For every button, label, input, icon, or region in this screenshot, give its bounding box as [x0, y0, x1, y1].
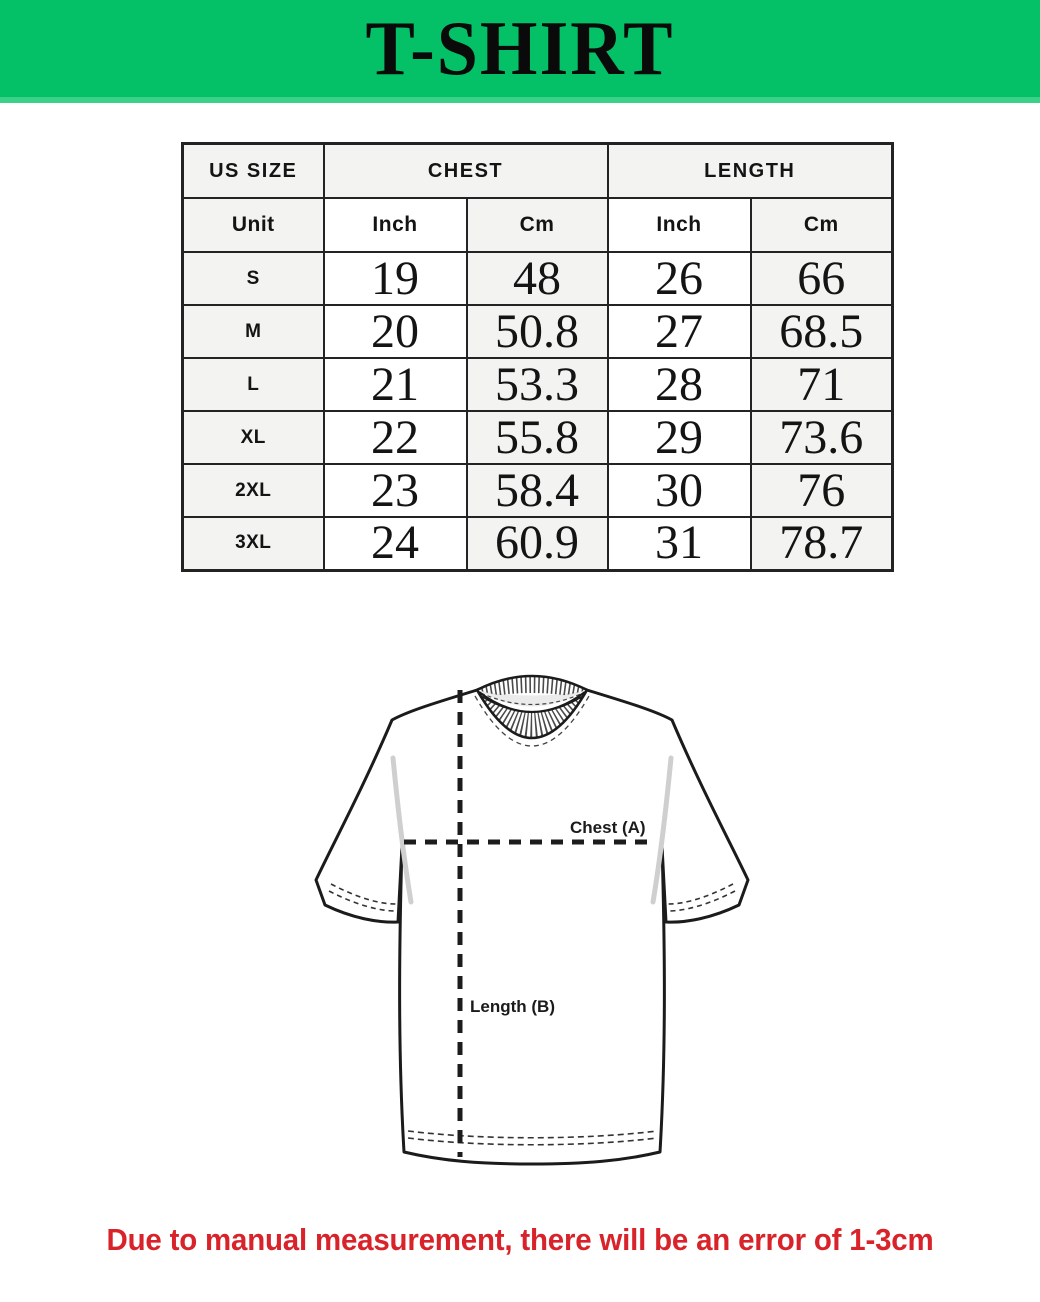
header-length: LENGTH	[608, 144, 893, 199]
header-us-size: US SIZE	[183, 144, 324, 199]
value-cell: 55.8	[467, 411, 608, 464]
value-cell: 58.4	[467, 464, 608, 517]
page-title: T-SHIRT	[365, 5, 675, 92]
header-chest-inch: Inch	[324, 198, 467, 252]
value-cell: 71	[751, 358, 893, 411]
header-unit: Unit	[183, 198, 324, 252]
value-cell: 27	[608, 305, 751, 358]
value-cell: 78.7	[751, 517, 893, 570]
title-banner	[0, 0, 1040, 103]
size-cell: L	[183, 358, 324, 411]
value-cell: 26	[608, 252, 751, 305]
size-cell: 2XL	[183, 464, 324, 517]
chest-label: Chest (A)	[570, 818, 646, 837]
table-row	[183, 517, 893, 570]
tshirt-diagram	[280, 650, 760, 1180]
size-cell: 3XL	[183, 517, 324, 570]
table-unit-header-row	[183, 198, 893, 252]
size-cell: M	[183, 305, 324, 358]
value-cell: 60.9	[467, 517, 608, 570]
value-cell: 22	[324, 411, 467, 464]
table-group-header-row	[183, 144, 893, 199]
value-cell: 68.5	[751, 305, 893, 358]
length-label: Length (B)	[470, 997, 555, 1016]
header-chest-cm: Cm	[467, 198, 608, 252]
measurement-disclaimer: Due to manual measurement, there will be an error of 1-3cm	[106, 1222, 934, 1257]
table-row	[183, 305, 893, 358]
size-cell: S	[183, 252, 324, 305]
value-cell: 28	[608, 358, 751, 411]
table-row	[183, 464, 893, 517]
size-table-container	[181, 142, 894, 572]
value-cell: 23	[324, 464, 467, 517]
tshirt-body-outline	[316, 678, 748, 1164]
value-cell: 19	[324, 252, 467, 305]
value-cell: 20	[324, 305, 467, 358]
table-row	[183, 252, 893, 305]
value-cell: 21	[324, 358, 467, 411]
table-row	[183, 358, 893, 411]
value-cell: 53.3	[467, 358, 608, 411]
value-cell: 24	[324, 517, 467, 570]
header-length-inch: Inch	[608, 198, 751, 252]
size-chart-table	[181, 142, 894, 572]
table-row	[183, 411, 893, 464]
value-cell: 29	[608, 411, 751, 464]
value-cell: 76	[751, 464, 893, 517]
header-chest: CHEST	[324, 144, 608, 199]
value-cell: 73.6	[751, 411, 893, 464]
value-cell: 30	[608, 464, 751, 517]
value-cell: 66	[751, 252, 893, 305]
header-length-cm: Cm	[751, 198, 893, 252]
value-cell: 48	[467, 252, 608, 305]
value-cell: 31	[608, 517, 751, 570]
size-cell: XL	[183, 411, 324, 464]
value-cell: 50.8	[467, 305, 608, 358]
